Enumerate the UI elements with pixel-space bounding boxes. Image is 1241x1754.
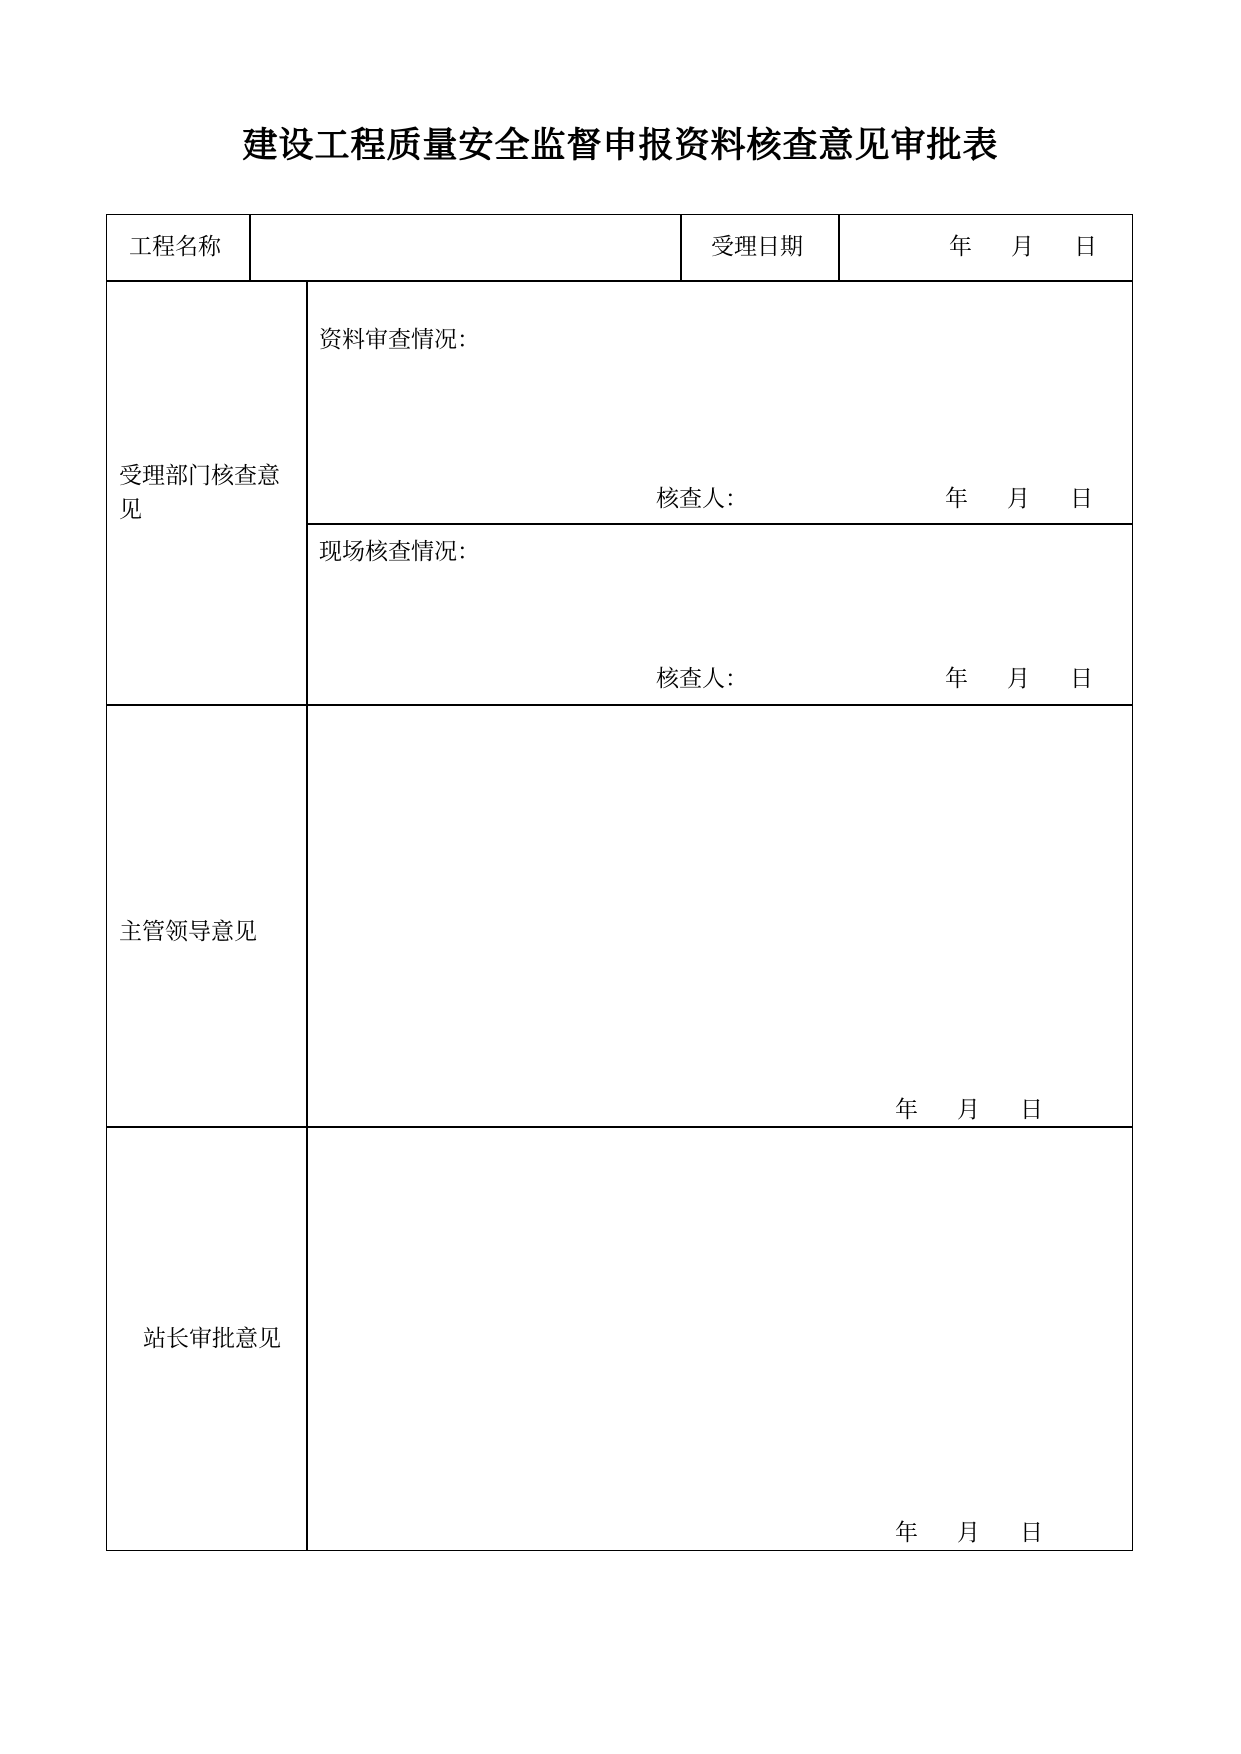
date-year: 年 bbox=[945, 666, 968, 692]
col-divider-header-2 bbox=[680, 215, 682, 281]
site-review-label: 现场核查情况： bbox=[319, 539, 480, 565]
document-review-label: 资料审查情况： bbox=[319, 327, 480, 353]
leader-opinion-label: 主管领导意见 bbox=[119, 919, 257, 945]
date-day: 日 bbox=[1020, 1097, 1043, 1123]
row-divider-department bbox=[107, 704, 1132, 706]
col-divider-header-1 bbox=[249, 215, 251, 281]
date-month: 月 bbox=[1007, 486, 1030, 512]
date-month: 月 bbox=[1007, 666, 1030, 692]
date-day: 日 bbox=[1070, 666, 1093, 692]
page-title: 建设工程质量安全监督申报资料核查意见审批表 bbox=[242, 126, 999, 166]
date-year: 年 bbox=[949, 234, 972, 260]
date-year: 年 bbox=[895, 1097, 918, 1123]
accept-date-label: 受理日期 bbox=[711, 234, 803, 260]
department-review-label: 受理部门核查意见 bbox=[119, 463, 280, 523]
date-day: 日 bbox=[1070, 486, 1093, 512]
date-month: 月 bbox=[957, 1097, 980, 1123]
date-day: 日 bbox=[1074, 234, 1097, 260]
document-review-checker-label: 核查人： bbox=[656, 486, 748, 512]
col-divider-label bbox=[306, 280, 308, 1551]
row-divider-department-inner bbox=[306, 523, 1132, 525]
date-year: 年 bbox=[895, 1520, 918, 1546]
col-divider-header-3 bbox=[838, 215, 840, 281]
row-divider-header bbox=[107, 280, 1132, 282]
date-day: 日 bbox=[1020, 1520, 1043, 1546]
approval-form-table bbox=[106, 214, 1133, 1551]
date-month: 月 bbox=[957, 1520, 980, 1546]
project-name-label: 工程名称 bbox=[129, 234, 221, 260]
date-month: 月 bbox=[1011, 234, 1034, 260]
date-year: 年 bbox=[945, 486, 968, 512]
project-name-field[interactable] bbox=[257, 221, 673, 273]
director-approval-label: 站长审批意见 bbox=[143, 1326, 281, 1352]
site-review-checker-label: 核查人： bbox=[656, 666, 748, 692]
